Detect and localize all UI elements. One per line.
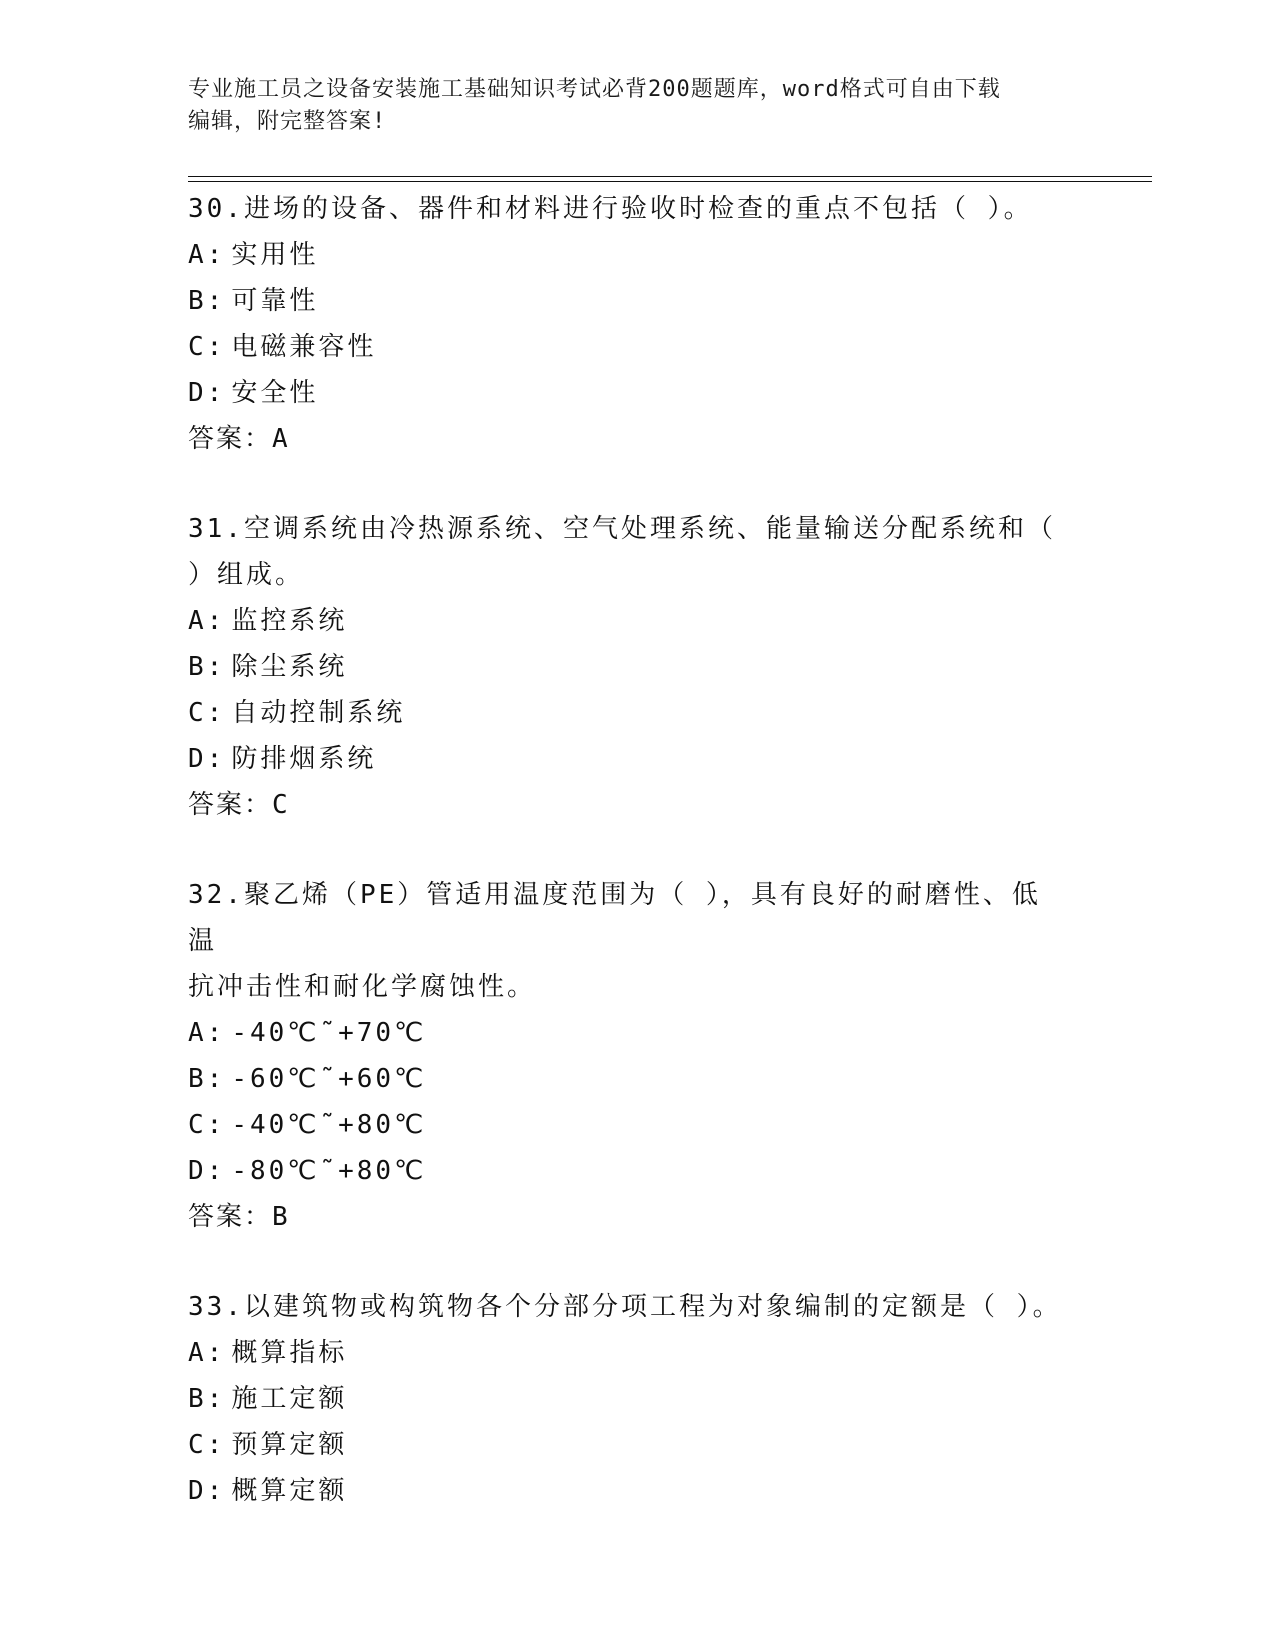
option-text: 自动控制系统: [231, 698, 406, 728]
option-d: [188, 370, 1068, 416]
option-b: [188, 278, 1068, 324]
option-text: 概算定额: [231, 1476, 348, 1506]
answer-line: [188, 1194, 1068, 1240]
option-text: 施工定额: [231, 1384, 348, 1414]
option-text: 安全性: [231, 378, 319, 408]
answer-line: [188, 416, 1068, 462]
option-key: B:: [188, 286, 226, 316]
question-31: [188, 506, 1068, 828]
answer-value: C: [272, 790, 290, 820]
option-key: D:: [188, 744, 226, 774]
option-key: A:: [188, 1018, 226, 1048]
header-line-1: 专业施工员之设备安装施工基础知识考试必背200题题库，word格式可自由下载: [188, 77, 1001, 102]
answer-line: [188, 782, 1068, 828]
option-d: [188, 736, 1068, 782]
option-key: A:: [188, 606, 226, 636]
question-33: [188, 1284, 1068, 1514]
question-list: [188, 186, 1068, 1558]
option-text: -40℃˜+80℃: [231, 1110, 427, 1140]
question-stem-continued: ）组成。: [188, 560, 305, 590]
option-key: C:: [188, 1110, 226, 1140]
option-text: 防排烟系统: [231, 744, 377, 774]
option-a: [188, 1330, 1068, 1376]
option-c: [188, 690, 1068, 736]
option-d: [188, 1148, 1068, 1194]
option-key: B:: [188, 1384, 226, 1414]
header-line-2: 编辑，附完整答案!: [188, 109, 387, 134]
option-a: [188, 598, 1068, 644]
option-key: C:: [188, 332, 226, 362]
option-a: [188, 1010, 1068, 1056]
option-b: [188, 644, 1068, 690]
option-key: C:: [188, 698, 226, 728]
option-key: D:: [188, 1476, 226, 1506]
answer-label: 答案：: [188, 1202, 273, 1232]
header-divider-bottom: [188, 181, 1152, 182]
option-c: [188, 1102, 1068, 1148]
option-text: 实用性: [231, 240, 319, 270]
option-b: [188, 1056, 1068, 1102]
answer-value: A: [272, 424, 290, 454]
option-text: 预算定额: [231, 1430, 348, 1460]
answer-label: 答案：: [188, 790, 273, 820]
option-text: 可靠性: [231, 286, 319, 316]
option-key: D:: [188, 378, 226, 408]
question-stem: 31.空调系统由冷热源系统、空气处理系统、能量输送分配系统和（: [188, 514, 1056, 544]
option-key: A:: [188, 1338, 226, 1368]
question-30: [188, 186, 1068, 462]
question-stem-continued: 抗冲击性和耐化学腐蚀性。: [188, 972, 537, 1002]
option-text: 监控系统: [231, 606, 348, 636]
question-stem: 32.聚乙烯（PE）管适用温度范围为（ ），具有良好的耐磨性、低温: [188, 880, 1041, 956]
question-stem: 30.进场的设备、器件和材料进行验收时检查的重点不包括（ ）。: [188, 194, 1033, 224]
header-divider-top: [188, 176, 1152, 177]
question-stem: 33.以建筑物或构筑物各个分部分项工程为对象编制的定额是（ ）。: [188, 1292, 1062, 1322]
option-text: -60℃˜+60℃: [231, 1064, 427, 1094]
option-key: B:: [188, 652, 226, 682]
answer-label: 答案：: [188, 424, 273, 454]
document-header: [188, 74, 1088, 138]
option-c: [188, 324, 1068, 370]
option-b: [188, 1376, 1068, 1422]
question-32: [188, 872, 1068, 1240]
option-d: [188, 1468, 1068, 1514]
option-key: B:: [188, 1064, 226, 1094]
option-key: A:: [188, 240, 226, 270]
option-text: -40℃˜+70℃: [231, 1018, 427, 1048]
option-a: [188, 232, 1068, 278]
option-text: 电磁兼容性: [231, 332, 377, 362]
option-key: D:: [188, 1156, 226, 1186]
option-text: 除尘系统: [231, 652, 348, 682]
answer-value: B: [272, 1202, 290, 1232]
option-key: C:: [188, 1430, 226, 1460]
option-c: [188, 1422, 1068, 1468]
option-text: -80℃˜+80℃: [231, 1156, 427, 1186]
option-text: 概算指标: [231, 1338, 348, 1368]
